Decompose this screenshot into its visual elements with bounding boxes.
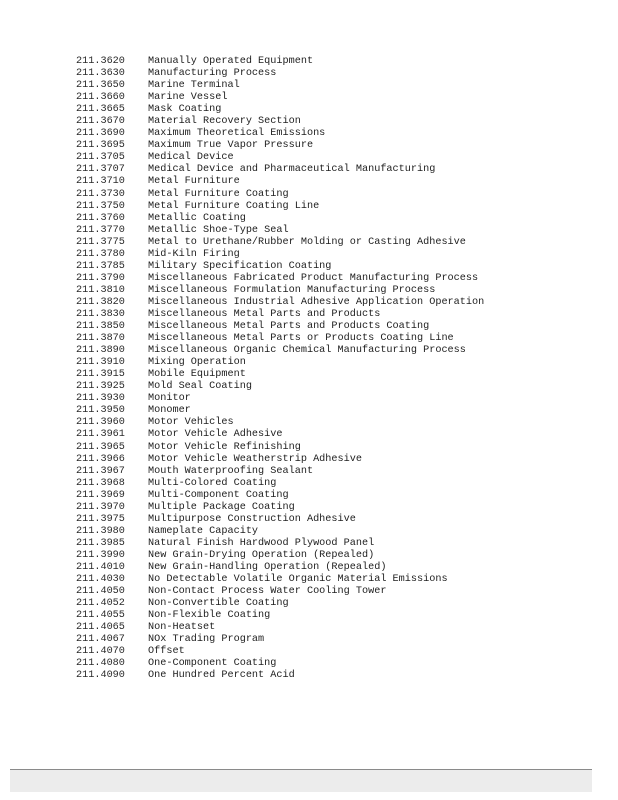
section-entry (76, 586, 484, 598)
section-entry (76, 237, 484, 249)
section-entry (76, 104, 484, 116)
section-entry (76, 405, 484, 417)
section-term: Marine Terminal (148, 80, 240, 92)
section-number: 211.3820 (76, 296, 125, 308)
section-term: Metal Furniture Coating (148, 188, 289, 200)
section-number: 211.4090 (76, 670, 125, 682)
section-number: 211.3870 (76, 333, 125, 345)
section-entry (76, 610, 484, 622)
section-entry (76, 261, 484, 273)
section-term: Maximum True Vapor Pressure (148, 140, 314, 152)
section-term: Monomer (148, 405, 191, 417)
section-entry (76, 466, 484, 478)
section-term: Manufacturing Process (148, 68, 277, 80)
page-footer-bar (10, 769, 592, 792)
section-entry (76, 68, 484, 80)
section-term: Multi-Component Coating (148, 489, 289, 501)
section-number: 211.3770 (76, 224, 125, 236)
section-term: Mid-Kiln Firing (148, 248, 240, 260)
section-number: 211.3665 (76, 104, 125, 116)
section-number: 211.3830 (76, 308, 125, 320)
section-number: 211.3790 (76, 272, 125, 284)
section-entry (76, 490, 484, 502)
section-entry (76, 56, 484, 68)
section-number: 211.4067 (76, 634, 125, 646)
section-term: Non-Heatset (148, 622, 216, 634)
section-entry (76, 670, 484, 682)
section-entry (76, 92, 484, 104)
section-entry (76, 176, 484, 188)
section-term: Mobile Equipment (148, 369, 246, 381)
section-term: Metallic Coating (148, 212, 246, 224)
section-entry (76, 357, 484, 369)
section-number: 211.3968 (76, 477, 125, 489)
section-number: 211.3695 (76, 140, 125, 152)
section-entry (76, 213, 484, 225)
section-term: Monitor (148, 393, 191, 405)
section-term: Medical Device (148, 152, 234, 164)
section-entry (76, 333, 484, 345)
section-entry (76, 309, 484, 321)
section-entry (76, 393, 484, 405)
section-entry (76, 622, 484, 634)
section-number: 211.3961 (76, 429, 125, 441)
section-term: Manually Operated Equipment (148, 56, 314, 67)
section-entry (76, 526, 484, 538)
section-number: 211.3850 (76, 321, 125, 333)
section-term: Motor Vehicles (148, 417, 234, 429)
section-term: Mold Seal Coating (148, 381, 252, 393)
section-entry (76, 201, 484, 213)
section-number: 211.4030 (76, 574, 125, 586)
section-entry (76, 502, 484, 514)
section-entry (76, 225, 484, 237)
section-number: 211.3980 (76, 525, 125, 537)
section-term: Metal to Urethane/Rubber Molding or Casting Adhesive (148, 236, 466, 248)
section-entry (76, 285, 484, 297)
section-term: Miscellaneous Metal Parts or Products Coating Line (148, 333, 454, 345)
section-entry (76, 128, 484, 140)
section-entry (76, 189, 484, 201)
section-number: 211.3925 (76, 381, 125, 393)
section-entry (76, 514, 484, 526)
section-number: 211.3660 (76, 92, 125, 104)
section-term: No Detectable Volatile Organic Material Emissions (148, 574, 448, 586)
section-term: Medical Device and Pharmaceutical Manufacturing (148, 164, 436, 176)
section-number: 211.3760 (76, 212, 125, 224)
section-number: 211.4080 (76, 658, 125, 670)
section-entry (76, 249, 484, 261)
section-number: 211.3650 (76, 80, 125, 92)
section-number: 211.3930 (76, 393, 125, 405)
section-term: Military Specification Coating (148, 260, 332, 272)
section-number: 211.4052 (76, 598, 125, 610)
section-number: 211.3910 (76, 357, 125, 369)
section-term: Miscellaneous Industrial Adhesive Application Operation (148, 296, 485, 308)
section-term: Miscellaneous Formulation Manufacturing Process (148, 284, 436, 296)
section-term: Metal Furniture Coating Line (148, 200, 320, 212)
section-term: Miscellaneous Fabricated Product Manufacturing Process (148, 272, 479, 284)
section-term: Marine Vessel (148, 92, 228, 104)
section-entry (76, 297, 484, 309)
section-term: New Grain-Drying Operation (Repealed) (148, 549, 375, 561)
section-number: 211.3705 (76, 152, 125, 164)
section-term: Nameplate Capacity (148, 525, 259, 537)
section-term: New Grain-Handling Operation (Repealed) (148, 561, 387, 573)
section-number: 211.4010 (76, 561, 125, 573)
section-number: 211.3969 (76, 489, 125, 501)
section-number: 211.3990 (76, 549, 125, 561)
section-number: 211.3707 (76, 164, 125, 176)
section-entry (76, 140, 484, 152)
section-entry (76, 442, 484, 454)
section-number: 211.3950 (76, 405, 125, 417)
section-term: Non-Convertible Coating (148, 598, 289, 610)
section-number: 211.3710 (76, 176, 125, 188)
section-number: 211.3630 (76, 68, 125, 80)
section-term: Multipurpose Construction Adhesive (148, 513, 356, 525)
section-entry (76, 381, 484, 393)
section-number: 211.4055 (76, 610, 125, 622)
section-number: 211.3775 (76, 236, 125, 248)
section-term: Multiple Package Coating (148, 501, 295, 513)
section-entry (76, 429, 484, 441)
section-entry (76, 369, 484, 381)
section-term: Offset (148, 646, 185, 658)
section-entry (76, 164, 484, 176)
section-number: 211.3730 (76, 188, 125, 200)
section-number: 211.3785 (76, 260, 125, 272)
section-number: 211.3810 (76, 284, 125, 296)
section-entry (76, 574, 484, 586)
section-term: Multi-Colored Coating (148, 477, 277, 489)
section-term: Metallic Shoe-Type Seal (148, 224, 289, 236)
section-entry (76, 634, 484, 646)
section-term: One-Component Coating (148, 658, 277, 670)
section-term: Metal Furniture (148, 176, 240, 188)
section-number: 211.3966 (76, 453, 125, 465)
section-entry (76, 80, 484, 92)
section-term: Material Recovery Section (148, 116, 301, 128)
section-number: 211.3970 (76, 501, 125, 513)
section-term: Non-Flexible Coating (148, 610, 271, 622)
section-number: 211.4050 (76, 586, 125, 598)
section-term: Motor Vehicle Refinishing (148, 441, 301, 453)
section-term: Natural Finish Hardwood Plywood Panel (148, 537, 375, 549)
section-term: Miscellaneous Metal Parts and Products (148, 308, 381, 320)
section-entry (76, 478, 484, 490)
section-number: 211.3965 (76, 441, 125, 453)
section-entry (76, 321, 484, 333)
section-number: 211.4070 (76, 646, 125, 658)
section-term: Mask Coating (148, 104, 222, 116)
section-number: 211.4065 (76, 622, 125, 634)
section-number: 211.3975 (76, 513, 125, 525)
section-number: 211.3967 (76, 465, 125, 477)
section-term: Miscellaneous Metal Parts and Products Coating (148, 321, 430, 333)
section-entry (76, 538, 484, 550)
section-entry (76, 417, 484, 429)
section-term: One Hundred Percent Acid (148, 670, 295, 682)
section-number: 211.3690 (76, 128, 125, 140)
section-number: 211.3890 (76, 345, 125, 357)
section-entry (76, 658, 484, 670)
section-number: 211.3750 (76, 200, 125, 212)
section-entry (76, 550, 484, 562)
section-entry (76, 345, 484, 357)
section-entry (76, 454, 484, 466)
section-term: Miscellaneous Organic Chemical Manufacturing Process (148, 345, 466, 357)
section-term: Motor Vehicle Weatherstrip Adhesive (148, 453, 362, 465)
section-term: Non-Contact Process Water Cooling Tower (148, 586, 387, 598)
section-term: NOx Trading Program (148, 634, 265, 646)
section-entry (76, 273, 484, 285)
section-number: 211.3985 (76, 537, 125, 549)
section-term: Maximum Theoretical Emissions (148, 128, 326, 140)
section-number: 211.3915 (76, 369, 125, 381)
definition-index-list (76, 56, 484, 682)
section-entry (76, 152, 484, 164)
section-number: 211.3620 (76, 56, 125, 67)
section-entry (76, 562, 484, 574)
section-term: Mixing Operation (148, 357, 246, 369)
section-number: 211.3960 (76, 417, 125, 429)
section-entry (76, 116, 484, 128)
section-number: 211.3780 (76, 248, 125, 260)
section-term: Motor Vehicle Adhesive (148, 429, 283, 441)
section-entry (76, 646, 484, 658)
section-entry (76, 598, 484, 610)
section-term: Mouth Waterproofing Sealant (148, 465, 314, 477)
section-number: 211.3670 (76, 116, 125, 128)
